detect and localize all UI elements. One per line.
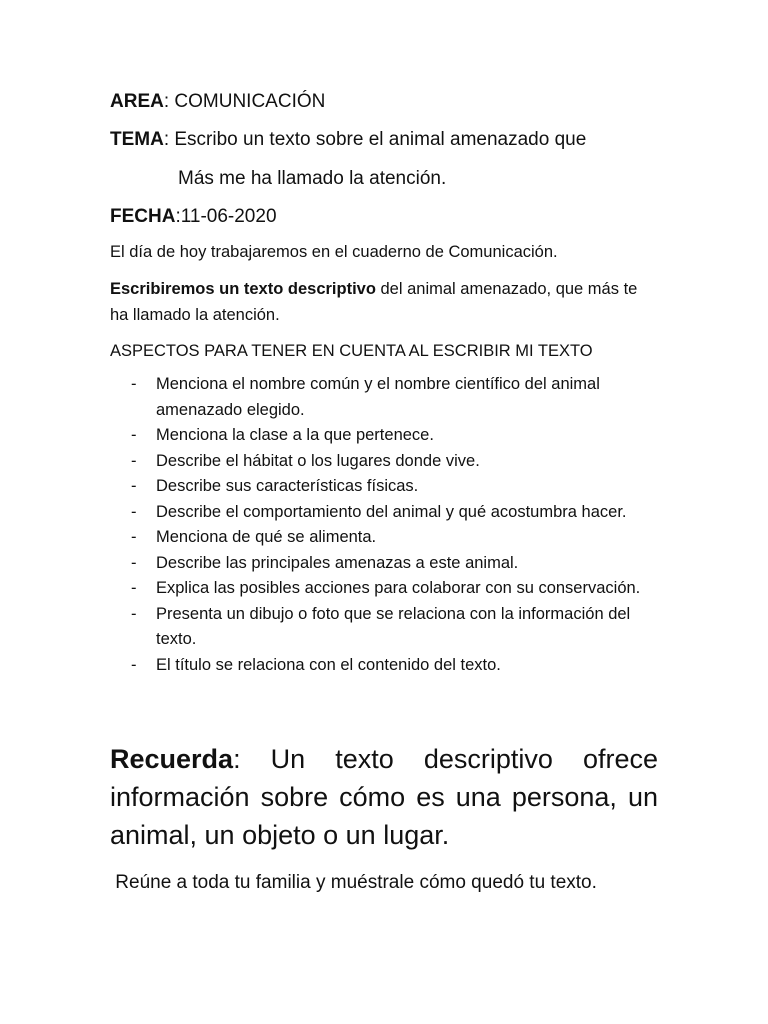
bullet-dash: -	[131, 579, 137, 597]
intro-rest: del animal amenazado, que más te ha llamado la atención.	[110, 280, 638, 324]
closing-text: Reúne a toda tu familia y muéstrale cómo quedó tu texto.	[115, 872, 597, 893]
list-item-text: Menciona el nombre común y el nombre científico del animal amenazado elegido.	[156, 375, 600, 419]
list-item	[110, 474, 650, 500]
list-item	[110, 372, 650, 423]
bullet-dash: -	[131, 502, 137, 521]
list-item	[110, 653, 650, 679]
bullet-dash: -	[131, 604, 137, 623]
area-label: AREA	[110, 91, 164, 112]
list-item-text: Presenta un dibujo o foto que se relaciona con la información del texto.	[156, 604, 631, 648]
bullet-dash: -	[131, 553, 137, 572]
tema-value: : Escribo un texto sobre el animal amenazado que	[163, 129, 587, 150]
list-item	[110, 602, 650, 653]
fecha-value: :11-06-2020	[175, 206, 277, 227]
intro-paragraph-2	[110, 276, 640, 328]
list-item	[110, 576, 650, 602]
aspects-heading: ASPECTOS PARA TENER EN CUENTA AL ESCRIBIR MI TEXTO	[110, 342, 593, 360]
list-item-text: Describe las principales amenazas a este animal.	[156, 553, 519, 572]
bullet-dash: -	[131, 451, 137, 470]
bullet-dash: -	[131, 477, 137, 495]
list-item-text: Describe el hábitat o los lugares donde vive.	[156, 451, 480, 470]
area-value: : COMUNICACIÓN	[163, 91, 326, 112]
recuerda-paragraph	[110, 740, 658, 854]
list-item-text: Describe sus características físicas.	[156, 477, 419, 495]
list-item-text: Explica las posibles acciones para colaborar con su conservación.	[156, 579, 641, 597]
area-line	[110, 92, 325, 111]
fecha-label: FECHA	[110, 206, 176, 227]
list-item-text: Menciona de qué se alimenta.	[156, 528, 377, 546]
list-item	[110, 423, 650, 449]
bullet-dash: -	[131, 375, 137, 393]
intro-bold: Escribiremos un texto descriptivo	[110, 280, 376, 298]
intro-line-1: El día de hoy trabajaremos en el cuaderno de Comunicación.	[110, 243, 558, 261]
tema-label: TEMA	[110, 129, 164, 150]
tema-line	[110, 130, 586, 149]
recuerda-text: : Un texto descriptivo ofrece información sobre cómo es una persona, un animal, un objeto o un lugar.	[110, 744, 658, 850]
bullet-dash: -	[131, 655, 137, 674]
list-item	[110, 551, 650, 577]
bullet-dash: -	[131, 528, 137, 546]
list-item-text: Describe el comportamiento del animal y qué acostumbra hacer.	[156, 502, 627, 521]
closing-paragraph	[110, 868, 658, 898]
fecha-line	[110, 207, 277, 226]
bullet-dash: -	[131, 426, 137, 444]
list-item	[110, 500, 650, 526]
aspects-list	[110, 372, 650, 678]
list-item	[110, 525, 650, 551]
list-item	[110, 449, 650, 475]
list-item-text: Menciona la clase a la que pertenece.	[156, 426, 434, 444]
recuerda-label: Recuerda	[110, 744, 234, 774]
tema-continuation: Más me ha llamado la atención.	[178, 168, 447, 189]
list-item-text: El título se relaciona con el contenido del texto.	[156, 655, 501, 674]
